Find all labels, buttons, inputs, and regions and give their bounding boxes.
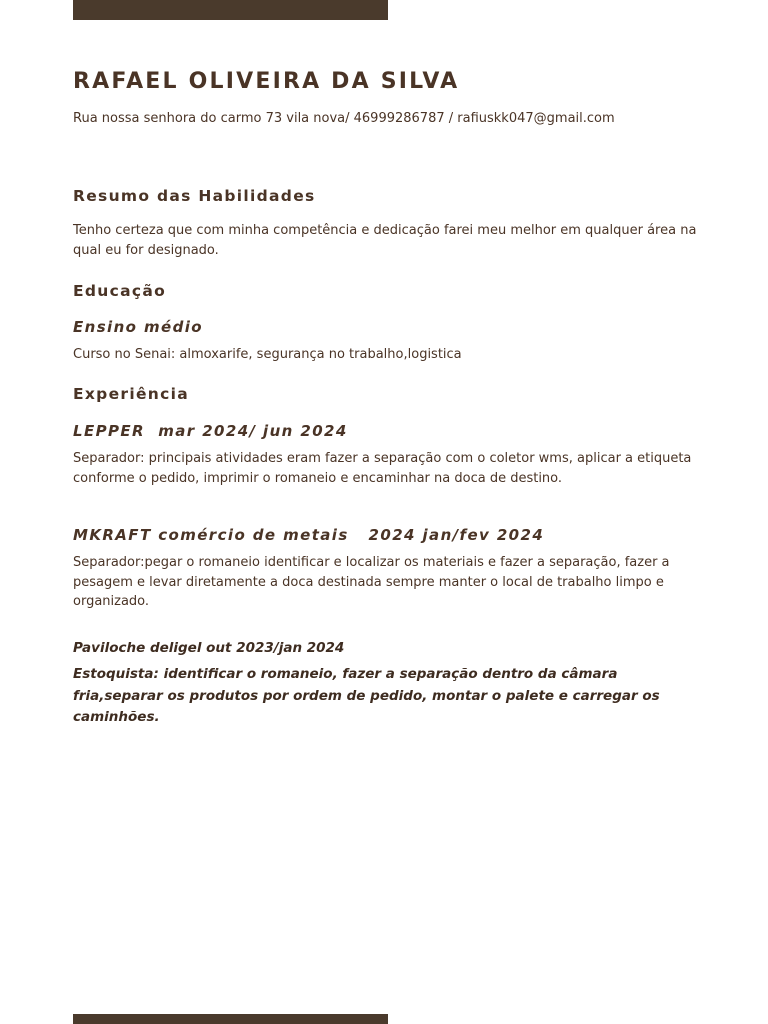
top-accent-bar [73,0,388,20]
skills-text: Tenho certeza que com minha competência e dedicação farei meu melhor em qualquer área na qual eu for designado. [73,223,697,258]
education-text: Curso no Senai: almoxarife, segurança no trabalho,logistica [73,347,462,362]
resume-name: RAFAEL OLIVEIRA DA SILVA [73,69,460,94]
job-title: LEPPER mar 2024/ jun 2024 [73,422,348,440]
bottom-accent-bar [73,1014,388,1024]
job-description: Separador: principais atividades eram fazer a separação com o coletor wms, aplicar a etiqueta conforme o pedido, imprimir o romaneio e encaminhar na doca de destino. [73,451,692,486]
job-description: Separador:pegar o romaneio identificar e localizar os materiais e fazer a separação, fazer a pesagem e levar diretamente a doca destinada sempre manter o local de trabalho limpo e organizado. [73,555,670,609]
education-heading: Educação [73,282,167,300]
experience-heading: Experiência [73,385,189,403]
job-description: Estoquista: identificar o romaneio, fazer a separação dentro da câmara fria,separar os produtos por ordem de pedido, montar o palete e carregar os caminhões. [73,666,660,725]
job-title: Paviloche deligel out 2023/jan 2024 [73,640,345,656]
job-title: MKRAFT comércio de metais 2024 jan/fev 2024 [73,526,545,544]
education-subtitle: Ensino médio [73,318,203,336]
skills-heading: Resumo das Habilidades [73,187,316,205]
contact-line: Rua nossa senhora do carmo 73 vila nova/ 46999286787 / rafiuskk047@gmail.com [73,111,615,126]
